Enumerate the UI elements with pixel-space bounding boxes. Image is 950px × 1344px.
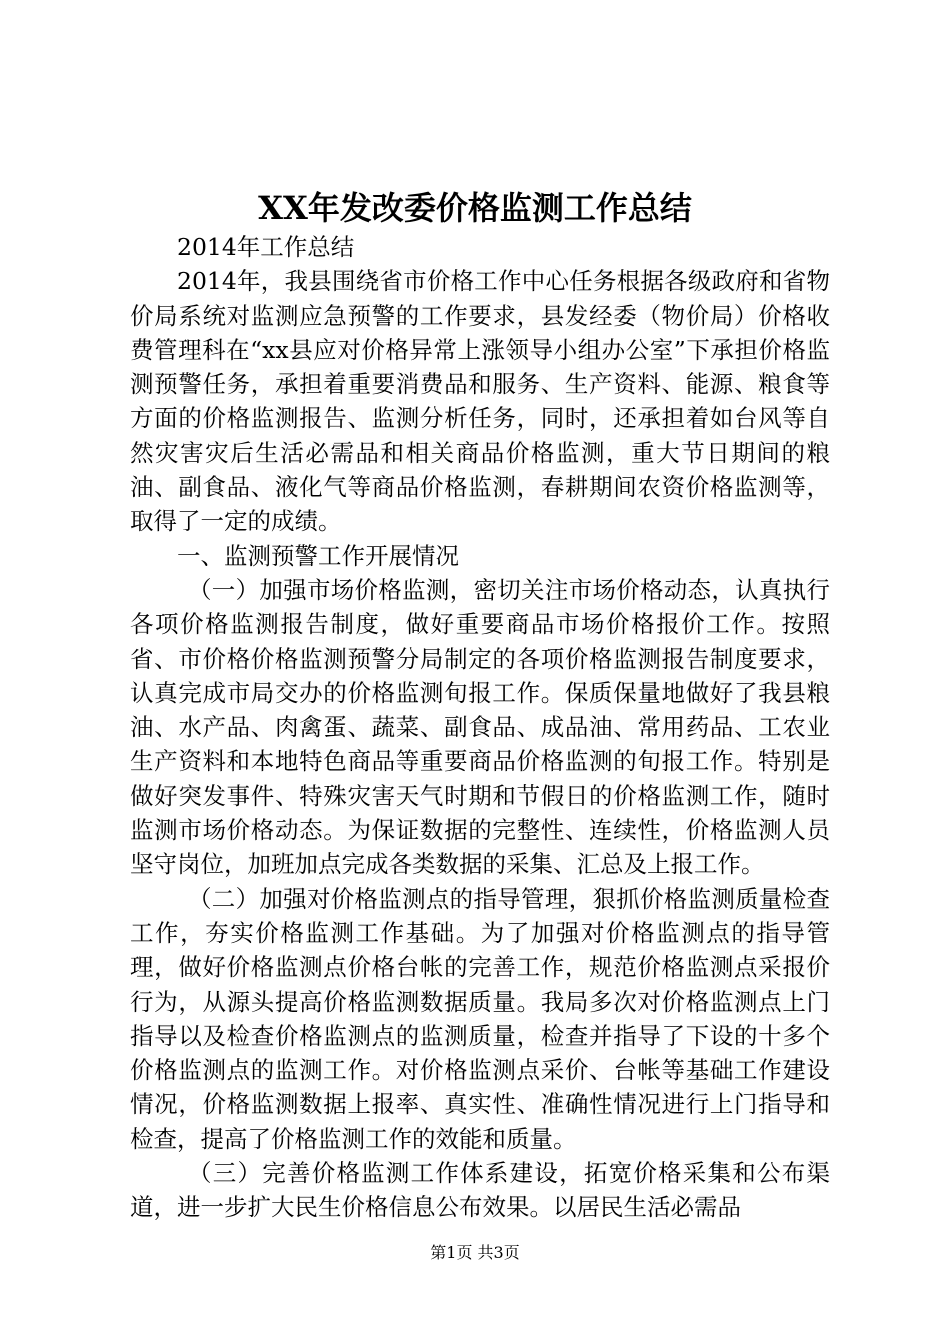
paragraph-item-1: （一）加强市场价格监测，密切关注市场价格动态，认真执行各项价格监测报告制度，做好重要商品市场价格报价工作。按照省、市价格价格监测预警分局制定的各项价格监测报告制度要求，认真完成市局交办的价格监测旬报工作。保质保量地做好了我县粮油、水产品、肉禽蛋、蔬菜、副食品、成品油、常用药品、工农业生产资料和本地特色商品等重要商品价格监测的旬报工作。特别是做好突发事件、特殊灾害天气时期和节假日的价格监测工作，随时监测市场价格动态。为保证数据的完整性、连续性，价格监测人员坚守岗位，加班加点完成各类数据的采集、汇总及上报工作。 [130, 575, 830, 879]
paragraph-intro: 2014年，我县围绕省市价格工作中心任务根据各级政府和省物价局系统对监测应急预警的工作要求，县发经委（物价局）价格收费管理科在“xx县应对价格异常上涨领导小组办公室”下承担价格监测预警任务，承担着重要消费品和服务、生产资料、能源、粮食等方面的价格监测报告、监测分析任务，同时，还承担着如台风等自然灾害灾后生活必需品和相关商品价格监测，重大节日期间的粮油、副食品、液化气等商品价格监测，春耕期间农资价格监测等，取得了一定的成绩。 [130, 267, 830, 536]
document-body [130, 230, 830, 1225]
paragraph-item-3: （三）完善价格监测工作体系建设，拓宽价格采集和公布渠道，进一步扩大民生价格信息公布效果。以居民生活必需品 [130, 1159, 830, 1222]
page-number-footer: 第1页 共3页 [430, 1243, 520, 1262]
document-title: XX年发改委价格监测工作总结 [258, 189, 692, 227]
paragraph-summary-heading: 2014年工作总结 [177, 233, 355, 261]
paragraph-item-2: （二）加强对价格监测点的指导管理，狠抓价格监测质量检查工作，夯实价格监测工作基础。为了加强对价格监测点的指导管理，做好价格监测点价格台帐的完善工作，规范价格监测点采报价行为，从源头提高价格监测数据质量。我局多次对价格监测点上门指导以及检查价格监测点的监测质量，检查并指导了下设的十多个价格监测点的监测工作。对价格监测点采价、台帐等基础工作建设情况，价格监测数据上报率、真实性、准确性情况进行上门指导和检查，提高了价格监测工作的效能和质量。 [130, 884, 830, 1153]
section-heading-1: 一、监测预警工作开展情况 [177, 541, 459, 570]
